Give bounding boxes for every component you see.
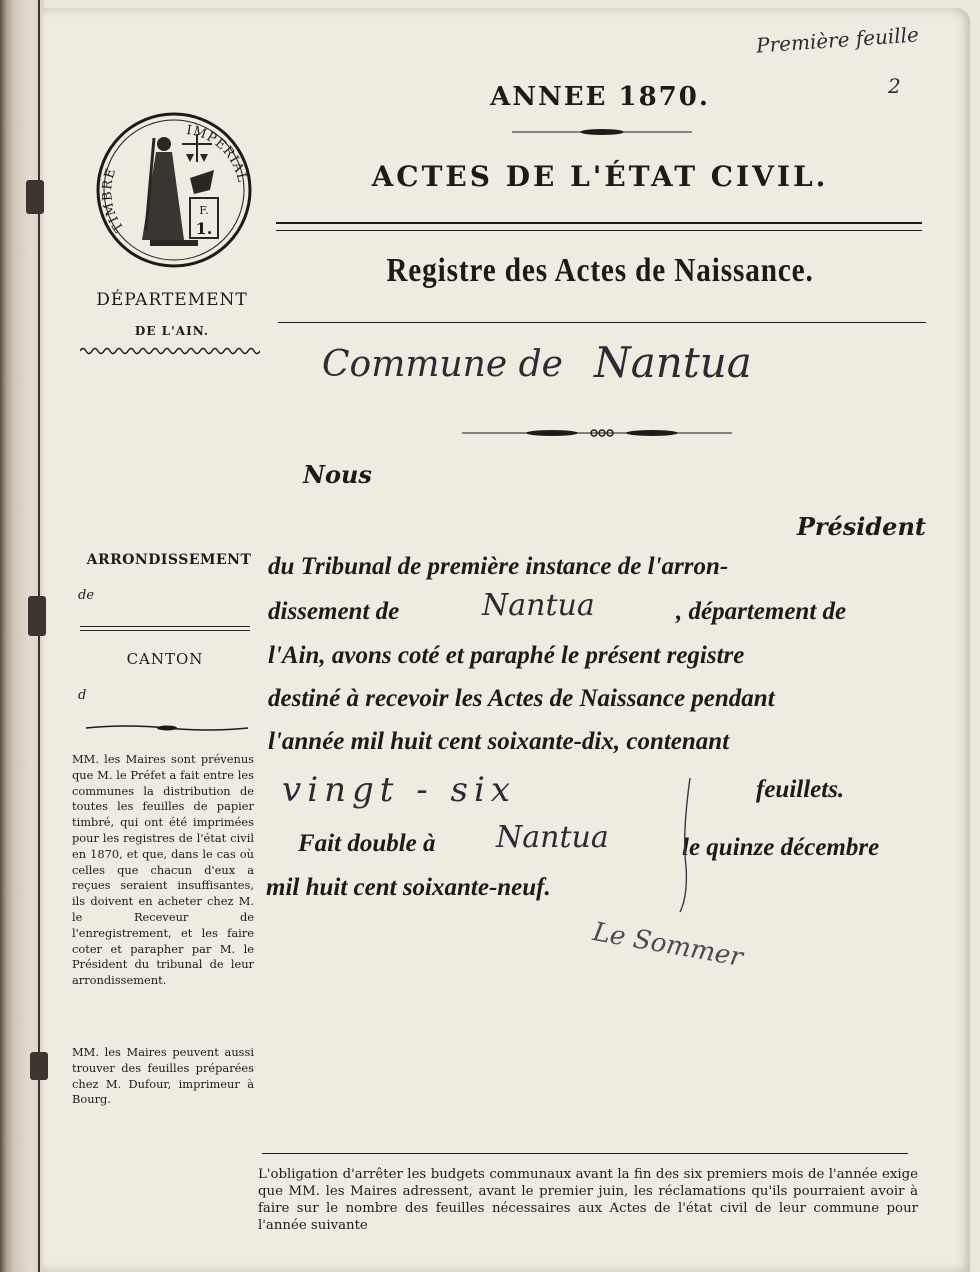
nous-text: Nous <box>303 460 372 489</box>
margin-note-paper: MM. les Maires sont prévenus que M. le Préfet a fait entre les communes la distribution de toutes les feuilles de papier timbré, qui ont été imprimées pour les registres de l'état civil en 1870, et que, dans le cas où celles que chacun d'eux a reçues seraient insuffisantes, ils doivent en acheter chez M. le Receveur de l'enregistrement, et les faire coter et parapher par M. le Président du tribunal de leur arrondissement. <box>72 752 254 988</box>
footer-note: L'obligation d'arrêter les budgets communaux avant la fin des six premiers mois de l'année exige que MM. les Maires adressent, avant le premier juin, les réclamations qu'ils pourraient avoir à faire sur le nombre des feuilles nécessaires aux Actes de l'état civil de leur commune pour l'année suivante <box>258 1167 918 1233</box>
body-line-2-end: , département de <box>676 598 847 625</box>
page-number: 2 <box>888 74 901 98</box>
corner-note: Première feuille <box>755 22 920 58</box>
arrondissement-de: de <box>78 588 95 603</box>
footer-rule <box>262 1153 908 1154</box>
binding-clip-icon <box>26 180 44 214</box>
imperial-stamp-seal-icon <box>94 110 254 270</box>
canton-label: CANTON <box>126 650 204 668</box>
fait-place-handwritten: Nantua <box>496 820 609 855</box>
feuillets-text: feuillets. <box>756 776 845 803</box>
binding-clip-icon <box>28 596 46 636</box>
sheet-count-handwritten: vingt - six <box>282 770 517 810</box>
arrondissement-label: ARRONDISSEMENT <box>86 552 252 568</box>
ornament-rule-icon <box>512 126 692 138</box>
year-title: ANNEE 1870. <box>490 82 710 112</box>
binding-clip-icon <box>30 1052 48 1080</box>
fait-double-text: Fait double à <box>298 830 436 857</box>
main-title: ACTES DE L'ÉTAT CIVIL. <box>371 160 829 193</box>
svg-text:F.: F. <box>199 204 209 217</box>
body-line-1: du Tribunal de première instance de l'arron- <box>268 553 729 580</box>
body-last-line: mil huit cent soixante-neuf. <box>266 874 551 901</box>
body-line-4: destiné à recevoir les Actes de Naissance pendant <box>268 685 775 712</box>
register-title: Registre des Actes de Naissance. <box>386 252 814 289</box>
margin-rule <box>80 626 250 627</box>
body-line-5: l'année mil huit cent soixante-dix, contenant <box>268 728 730 755</box>
president-text: Président <box>796 512 926 541</box>
svg-text:IMPERIAL: IMPERIAL <box>185 123 250 185</box>
department-name: DE L'AIN. <box>134 324 210 338</box>
body-line-3: l'Ain, avons coté et paraphé le présent registre <box>268 642 745 669</box>
commune-label: Commune de <box>322 344 563 385</box>
canton-d: d <box>78 688 87 703</box>
header-rule <box>276 222 922 224</box>
header-rule <box>276 230 922 231</box>
body-line-2-start: dissement de <box>268 598 400 625</box>
margin-rule <box>80 630 250 631</box>
date-end-text: le quinze décembre <box>682 834 880 861</box>
arrondissement-handwritten: Nantua <box>482 588 595 623</box>
wavy-rule-icon <box>80 346 260 356</box>
margin-note-dufour: MM. les Maires peuvent aussi trouver des feuilles préparées chez M. Dufour, imprimeur à Bourg. <box>72 1045 254 1107</box>
president-signature: Le Sommer <box>590 917 745 973</box>
svg-text:1.: 1. <box>195 219 213 238</box>
commune-value-handwritten: Nantua <box>594 338 752 387</box>
svg-text:TIMBRE: TIMBRE <box>100 165 128 235</box>
ornament-rule-icon <box>86 722 248 734</box>
ornament-rule-icon <box>462 426 732 440</box>
register-rule <box>278 322 926 323</box>
department-label: DÉPARTEMENT <box>96 290 248 310</box>
pen-stroke-icon <box>672 776 702 916</box>
